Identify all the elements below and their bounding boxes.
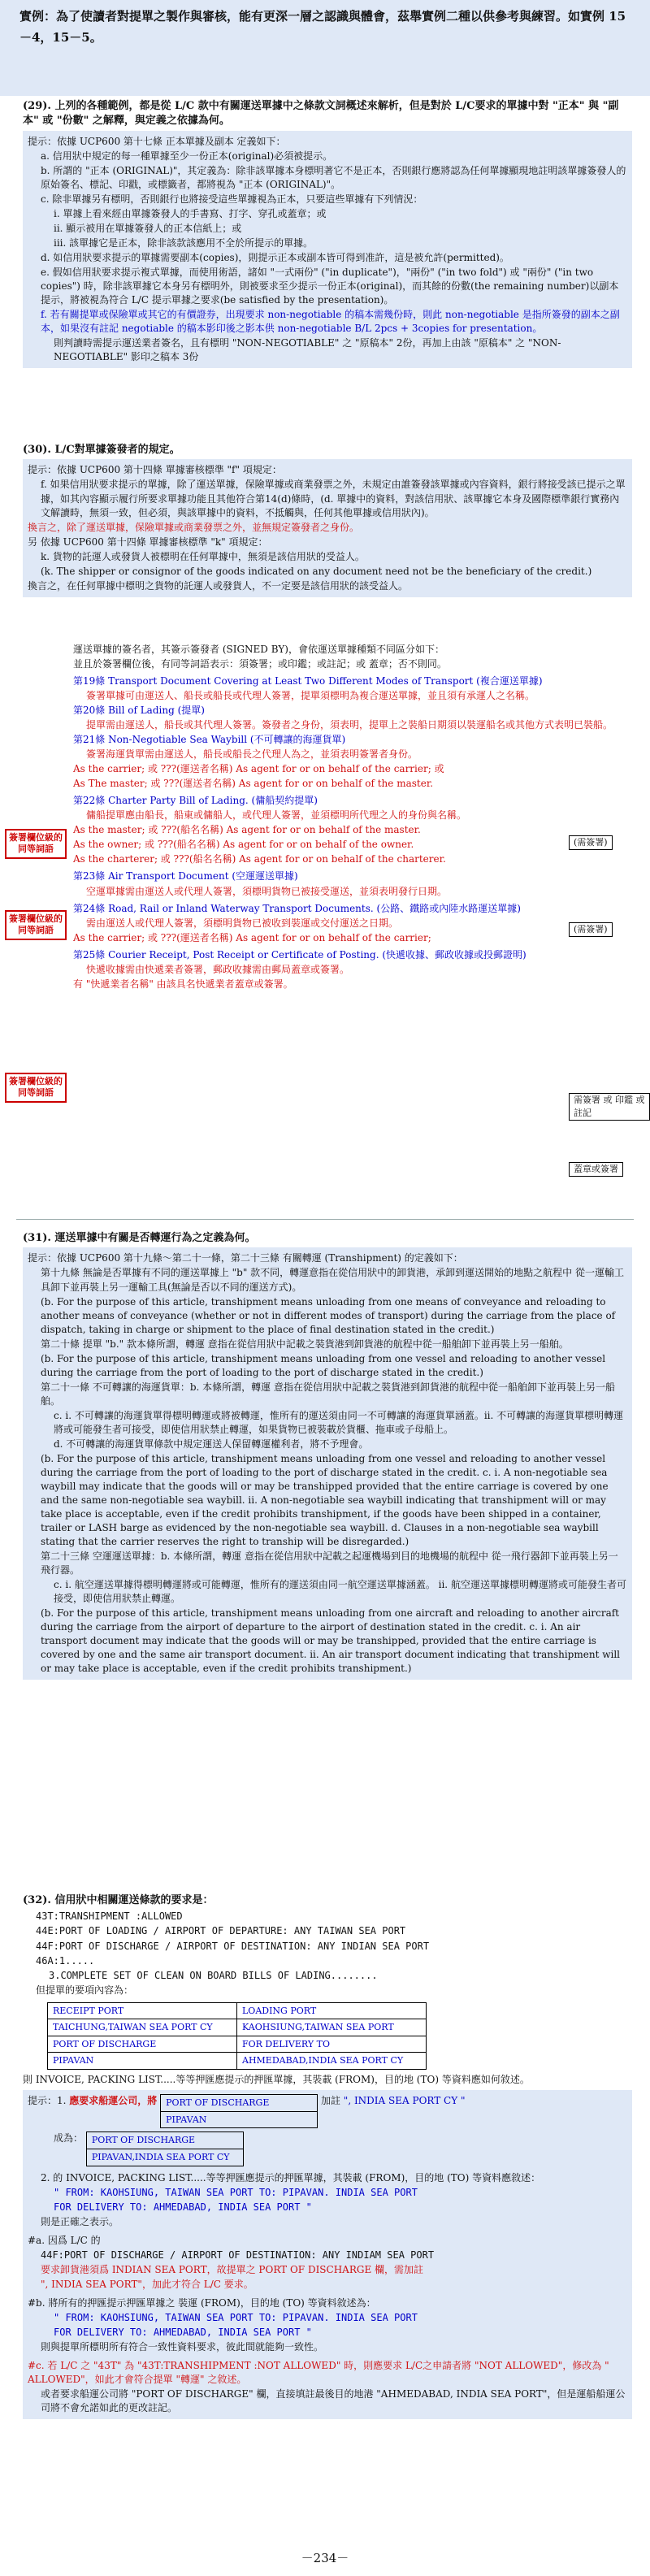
charter-line: As the master; 或 ???(船名名稱) As agent for or on behalf of the master. xyxy=(73,824,421,836)
article-body: 空運單據需由運送人或代理人簽署，須標明貨物已被接受運送，並須表明發行日期。 xyxy=(86,885,448,897)
charter-line: As the owner; 或 ???(船名名稱) As agent for or on behalf of the owner. xyxy=(73,839,414,851)
stamp-label: 蓋章或簽署 xyxy=(569,1162,623,1177)
article-head: 第22條 Charter Party Bill of Lading. (傭船契約提單) xyxy=(73,795,318,807)
rule-line-f-tail: 則判讀時需提示運送業者簽名，且有標明 "NON-NEGOTIABLE" 之 "原稿本" 2份，再加上由該 "原稿本" 之 "NON-NEGOTIABLE" 影印之稿本 3份 xyxy=(54,337,561,363)
carrier-line: As the carrier; 或 ???(運送者名稱) As agent for or on behalf of the carrier; 或 xyxy=(73,763,444,775)
grid-intro: 但提單的要項內容為： xyxy=(36,1984,134,1996)
rule-line: 第十九條 無論是否單據有不同的運送單據上 "b" 款不同，轉運意指在從信用狀中的卸貨港，承卸到運送開始的地點之航程中 從一運輸工具卸下並再裝上另一運輸工具(無論是否以不同的運送方式)。 xyxy=(41,1267,624,1293)
signature-section xyxy=(0,642,650,1174)
rule-line-en: (b. For the purpose of this article, transhipment means unloading from one aircraft and reloading to another aircraft during the carriage from the airport of departure to the airport of destination stated in the credit. c. i. An air transport document may indicate that the goods will or may be transhipped, provided that the entire carriage is covered by one and the same air transport document. ii. An air transport document indicating that transhipment will or may take place is acceptable, even if the credit prohibits transhipment.) xyxy=(41,1607,620,1675)
table-row xyxy=(48,2036,427,2053)
hint-2-blue: " FROM: KAOHSIUNG, TAIWAN SEA PORT TO: PIPAVAN. INDIA SEA PORT xyxy=(54,2186,418,2198)
table-cell: RECEIPT PORT xyxy=(48,2002,237,2019)
note-a-red: ", INDIA SEA PORT"，加此才符合 L/C 要求。 xyxy=(41,2278,254,2290)
hint-1-result xyxy=(28,2131,627,2166)
rule-line: ii. 顯示被用在單據簽發人的正本信紙上；或 xyxy=(54,223,242,235)
section-31-hint-panel xyxy=(23,1247,632,1680)
hint-1-blue: ", INDIA SEA PORT CY " xyxy=(343,2095,466,2107)
table-cell: PIPAVAN xyxy=(48,2053,237,2070)
lc-requirement: 43T:TRANSHIPMENT :ALLOWED xyxy=(36,1910,183,1923)
note-b-tail: 則與提單所標明所有符合一致性資料要求，彼此間就能夠一致性。 xyxy=(41,2340,324,2353)
article-body: 提單需由運送人，船長或其代理人簽署。簽發者之身份，須表明，提單上之裝船日期須以裝運船名或其他方式表明已裝船。 xyxy=(86,719,613,731)
table-cell: KAOHSIUNG,TAIWAN SEA PORT xyxy=(237,2019,427,2036)
rule-line: c. i. 不可轉讓的海運貨單得標明轉運或將被轉運，惟所有的運送須由同一不可轉讓的海運貨單涵蓋。ii. 不可轉讓的海運貨單標明轉運將或可能發生者可接受，即使信用狀禁止轉運，如果貨物已被裝載於貨櫃、拖車或子母船上。 xyxy=(54,1409,624,1435)
rule-line: a. 信用狀中規定的每一種單據至少一份正本(original)必須被提示。 xyxy=(41,150,333,162)
equivalent-terms-box: 簽署欄位級的同等詞語 xyxy=(5,910,67,940)
port-box xyxy=(160,2094,318,2128)
note-b-blue: " FROM: KAOHSIUNG, TAIWAN SEA PORT TO: PIPAVAN. INDIA SEA PORT xyxy=(54,2311,418,2323)
rule-line xyxy=(28,521,627,535)
equivalent-terms-box: 簽署欄位級的同等詞語 xyxy=(5,829,67,859)
section-31 xyxy=(0,1231,650,1680)
intro-text: 實例：為了使讀者對提單之製作與審核，能有更深一層之認識與體會，茲舉實例二種以供參考與練習。如實例 15－4，15－5。 xyxy=(20,9,626,45)
table-row xyxy=(48,2053,427,2070)
article-head: 第20條 Bill of Lading (提單) xyxy=(73,705,205,717)
sign-intro: 並且於簽署欄位後，有同等詞語表示：須簽署；或印鑑；或註記；或 蓋章；否不則同。 xyxy=(73,658,447,670)
hint-1-add: 加註 xyxy=(320,2095,340,2107)
section-29-hint: 提示：依據 UCP600 第十七條 正本單據及副本 定義如下： xyxy=(28,135,286,147)
charter-line: As the charterer; 或 ???(船名名稱) As agent for or on behalf of the charterer. xyxy=(73,853,446,865)
sign-stamp-box xyxy=(569,1093,650,1121)
note-c-head: #c. 若 L/C 之 "43T" 為 "43T:TRANSHIPMENT :NOT ALLOWED" 時，則應要求 L/C之申請者將 "NOT ALLOWED"，修改為 " ALLOWED"，如此才會符合提單 "轉運" 之敘述。 xyxy=(28,2359,609,2385)
bl-items-table xyxy=(47,2002,427,2070)
sign-required-label: (需簽署) xyxy=(569,835,613,850)
section-32-hint-panel xyxy=(23,2090,632,2419)
equivalent-terms-box: 簽署欄位級的同等詞語 xyxy=(5,1073,67,1103)
rule-line: 第二十條 提單 "b." 款本條所謂，轉運 意指在從信用狀中記載之裝貨港到卸貨港的航程中從一船舶卸下並再裝上另一船舶。 xyxy=(41,1338,569,1350)
rule-line: 第二十三條 空運運送單據：b. 本條所謂，轉運 意指在從信用狀中記載之起運機場到目的地機場的航程中 從一飛行器卸下並再裝上另一飛行器。 xyxy=(41,1550,618,1576)
table-cell: PORT OF DISCHARGE xyxy=(48,2036,237,2053)
note-c-tail: 或者要求船運公司將 "PORT OF DISCHARGE" 欄，直接填註最後目的地港 "AHMEDABAD, INDIA SEA PORT"，但是運船船運公司將不會允諾如此的更改註記。 xyxy=(41,2387,626,2414)
article-body: 快遞收據需由快遞業者簽署，郵政收據需由郵局蓋章或簽署。 xyxy=(86,963,350,975)
table-cell: FOR DELIVERY TO xyxy=(237,2036,427,2053)
lc-requirement: 46A:1..... xyxy=(36,1954,95,1967)
rule-line: 另 依據 UCP600 第十四條 單據審核標準 "k" 項規定： xyxy=(28,536,268,548)
section-30-title: (30). L/C對單據簽發者的規定。 xyxy=(23,444,180,456)
question-line: 則 INVOICE, PACKING LIST.....等等押匯應提示的押匯單據，其裝載 (FROM)，目的地 (TO) 等資料應如何敘述。 xyxy=(23,2074,530,2086)
courier-tail: 有 "快遞業者名稱" 由該具名快遞業者蓋章或簽署。 xyxy=(73,978,293,990)
rule-line: 換言之，在任何單據中標明之貨物的託運人或發貨人，不一定要是該信用狀的該受益人。 xyxy=(28,579,409,592)
port-box-cell: PORT OF DISCHARGE xyxy=(161,2095,318,2112)
lc-requirement: 3.COMPLETE SET OF CLEAN ON BOARD BILLS OF LADING........ xyxy=(49,1969,378,1981)
rule-line-en: (b. For the purpose of this article, transhipment means unloading from one vessel and reloading to another vessel during the carriage from the port of loading to the port of discharge stated in the credit.) xyxy=(41,1352,606,1378)
port-box-result xyxy=(86,2131,244,2166)
rule-line: i. 單據上看來經由單據簽發人的手書寫、打字、穿孔或蓋章；或 xyxy=(54,208,327,220)
section-30-hint-panel xyxy=(23,459,632,596)
table-row xyxy=(48,2002,427,2019)
section-31-title: (31). 運送單據中有關是否轉運行為之定義為何。 xyxy=(23,1232,256,1244)
article-head: 第24條 Road, Rail or Inland Waterway Transport Documents. (公路、鐵路或內陸水路運送單據) xyxy=(73,902,521,914)
rule-line: d. 不可轉讓的海運貨單條款中規定運送人保留轉運權利者，將不予理會。 xyxy=(54,1438,369,1450)
article-head: 第25條 Courier Receipt, Post Receipt or Certificate of Posting. (快遞收據、郵政收據或投郵證明) xyxy=(73,948,526,961)
note-a-red: 要求卸貨港須爲 INDIAN SEA PORT，故提單之 PORT OF DISCHARGE 欄，需加註 xyxy=(41,2263,424,2275)
note-a-head: #a. 因爲 L/C 的 xyxy=(28,2234,101,2246)
lc-requirement: 44E:PORT OF LOADING / AIRPORT OF DEPARTURE: ANY TAIWAN SEA PORT xyxy=(36,1925,406,1937)
rule-line: b. 所謂的 "正本 (ORIGINAL)"，其定義為：除非該單據本身標明著它不是正本，否則銀行應將認為任何單據顯現地註明該單據簽發人的原始簽名、標記、印戳，或標籤者，都將視為 "正本 (ORIGINAL)"。 xyxy=(41,164,626,190)
article-body: 簽署單據可由運送人、船長或船長或代理人簽署，提單須標明為複合運送單據，並且須有承運人之名稱。 xyxy=(86,690,535,702)
road-line: As the carrier; 或 ???(運送者名稱) As agent for or on behalf of the carrier; xyxy=(73,931,431,943)
rule-line: c. 除非單據另有標明，否則銀行也將接受這些單據視為正本，只要這些單據有下列情況： xyxy=(41,193,423,206)
article-head: 第19條 Transport Document Covering at Least Two Different Modes of Transport (複合運送單據) xyxy=(73,675,543,687)
section-32 xyxy=(0,1893,650,2419)
article-head: 第23條 Air Transport Document (空運運送單據) xyxy=(73,870,298,883)
sign-required-box xyxy=(569,922,613,938)
hint-2-blue: FOR DELIVERY TO: AHMEDABAD, INDIA SEA PORT " xyxy=(54,2201,312,2213)
section-30 xyxy=(0,443,650,597)
note-b-head: #b. 將所有的押匯提示押匯單據之 裝運 (FROM)，目的地 (TO) 等資料敘述為： xyxy=(28,2296,376,2309)
note-b-blue: FOR DELIVERY TO: AHMEDABAD, INDIA SEA PORT " xyxy=(54,2326,312,2338)
sign-intro: 運送單據的簽名者，其簽示簽發者 (SIGNED BY)，會依運送單據種類不同區分如下： xyxy=(73,644,444,655)
lc-requirement: 44F:PORT OF DISCHARGE / AIRPORT OF DESTINATION: ANY INDIAN SEA PORT xyxy=(36,1940,430,1952)
section-30-hint: 提示：依據 UCP600 第十四條 單據審核標準 "f" 項規定： xyxy=(28,464,282,476)
rule-line-en: (b. For the purpose of this article, transhipment means unloading from one vessel and reloading to another vessel during the carriage from the port of loading to the port of discharge stated in the credit. c. i. A non-negotiable sea waybill may indicate that the goods will or may be transhipped provided that the entire carriage is covered by one and the same non-negotiable sea waybill. ii. A non-negotiable sea waybill indicating that transhipment will or may take place is acceptable, even if the credit prohibits transhipment, if the goods have been shipped in a container, trailer or LASH barge as evidenced by the non-negotiable sea waybill. d. Clauses in a non-negotiable sea waybill stating that the carrier reserves the right to tranship will be disregarded.) xyxy=(41,1452,609,1548)
emphasis-text: 換言之，除了運送單據，保險單據或商業發票之外，並無規定簽發者之身份。 xyxy=(28,521,360,533)
intro-block xyxy=(0,0,650,96)
table-cell: AHMEDABAD,INDIA SEA PORT CY xyxy=(237,2053,427,2070)
rule-line: 第二十一條 不可轉讓的海運貨單：b. 本條所謂，轉運 意指在從信用狀中記載之裝貨港到卸貨港的航程中從一船舶卸下並再裝上另一船舶。 xyxy=(41,1381,615,1407)
table-cell: TAICHUNG,TAIWAN SEA PORT CY xyxy=(48,2019,237,2036)
hint-1-prefix: 提示：1. xyxy=(28,2095,67,2107)
carrier-line: As The master; 或 ???(運送者名稱) As agent for or on behalf of the master. xyxy=(73,778,434,790)
hint-2-reason: 則是正確之表示。 xyxy=(41,2215,119,2227)
article-body: 簽署海運貨單需由運送人，船長或船長之代理人為之，並須表明簽署者身份。 xyxy=(86,748,418,761)
port-box-cell: PORT OF DISCHARGE xyxy=(86,2132,243,2149)
section-29-title: (29). 上列的各種範例，都是從 L/C 款中有關運送單據中之條款文詞概述來解析，但是對於 L/C要求的單據中對 "正本" 與 "副本" 或 "份數" 之解釋，與定義之依據為何。 xyxy=(23,100,619,128)
section-32-title: (32). 信用狀中相關運送條款的要求是： xyxy=(23,1894,214,1906)
note-a-line: 44F:PORT OF DISCHARGE / AIRPORT OF DESTINATION: ANY INDIAM SEA PORT xyxy=(41,2249,435,2261)
sign-stamp-label: 需簽署 或 印鑑 或 註記 xyxy=(569,1093,650,1121)
rule-line: d. 如信用狀要求提示的單據需要副本(copies)，則提示正本或副本皆可得到准許，這是被允許(permitted)。 xyxy=(41,252,509,264)
port-box-cell: PIPAVAN,INDIA SEA PORT CY xyxy=(86,2149,243,2166)
article-body: 傭船提單應由船長，船東或傭船人，或代理人簽署，並須標明所代理之人的身份與名稱。 xyxy=(86,809,467,822)
hint-1 xyxy=(28,2094,627,2128)
divider xyxy=(16,1219,634,1220)
rule-line: c. i. 航空運送單據得標明轉運將或可能轉運，惟所有的運送須由同一航空運送單據涵蓋。 ii. 航空運送單據標明轉運將或可能發生者可接受，即使信用狀禁止轉運。 xyxy=(54,1579,626,1605)
rule-line-en: (b. For the purpose of this article, transhipment means unloading from one means of conveyance and reloading to another means of conveyance (whether or not in different modes of transport) during the carriage from the place of dispatch, taking in charge or shipment to the place of final destination stated in the credit.) xyxy=(41,1295,616,1335)
section-29 xyxy=(0,99,650,368)
sign-required-label: (需簽署) xyxy=(569,922,613,937)
rule-line: k. 貨物的託運人或發貨人被標明在任何單據中，無須是該信用狀的受益人。 xyxy=(41,550,365,562)
hint-1-into: 成為： xyxy=(54,2132,84,2144)
section-31-hint: 提示：依據 UCP600 第十九條～第二十一條，第二十三條 有關轉運 (Transhipment) 的定義如下： xyxy=(28,1252,463,1264)
rule-line-f: f. 若有關提單或保險單或其它的有價證券，出現要求 non-negotiable 的稿本需幾份時，則此 non-negotiable 是指所簽發的副本之副本，如果沒有註記 negotiable 的稿本影印後之影本供 non-negotiable B/L 2pcs + 3copies for presentation。 xyxy=(41,309,620,335)
rule-line-en: (k. The shipper or consignor of the goods indicated on any document need not be the beneficiary of the credit.) xyxy=(41,565,592,577)
page-number: －234－ xyxy=(301,2551,349,2565)
rule-line: e. 假如信用狀要求提示複式單據，而使用術語，諸如 "一式兩份" ("in duplicate")，"兩份" ("in two fold") 或 "兩份" ("in two copies") 時，除非該單據它本身另有標明外，則被要求至少提示一份正本(original)，而其餘的份數(the remaining number)以副本提示，將被視為符合 L/C 提示單據之要求(be satisfied by the presentation)。 xyxy=(41,267,619,306)
table-cell: LOADING PORT xyxy=(237,2002,427,2019)
hint-2: 2. 的 INVOICE, PACKING LIST.....等等押匯應提示的押匯單據，其裝載 (FROM)，目的地 (TO) 等資料應敘述： xyxy=(41,2171,541,2184)
sign-required-box xyxy=(569,835,613,851)
hint-1-red: 應要求船運公司，將 xyxy=(69,2095,158,2107)
section-29-hint-panel xyxy=(23,131,632,369)
table-row xyxy=(48,2019,427,2036)
article-body: 需由運送人或代理人簽署，須標明貨物已被收到裝運或交付運送之日期。 xyxy=(86,917,399,929)
rule-line: f. 如果信用狀要求提示的單據，除了運送單據，保險單據或商業發票之外，未規定由誰簽發該單據或內容資料，銀行將接受該已提示之單據，如其內容顯示履行所要求單據功能且其他符合第14(d)條時，(d. 單據中的資料，對該信用狀、該單據它本身及國際標準銀行實務內文解讀時，無須一致，但必須，與該單據中的資料，不抵觸與，任何其他單據或信用狀內)。 xyxy=(41,479,626,518)
port-box-cell: PIPAVAN xyxy=(161,2111,318,2128)
stamp-box xyxy=(569,1162,623,1177)
rule-line: iii. 該單據它是正本，除非該款該應用不全於所提示的單據。 xyxy=(54,237,314,249)
article-head: 第21條 Non-Negotiable Sea Waybill (不可轉讓的海運貨單) xyxy=(73,734,346,746)
